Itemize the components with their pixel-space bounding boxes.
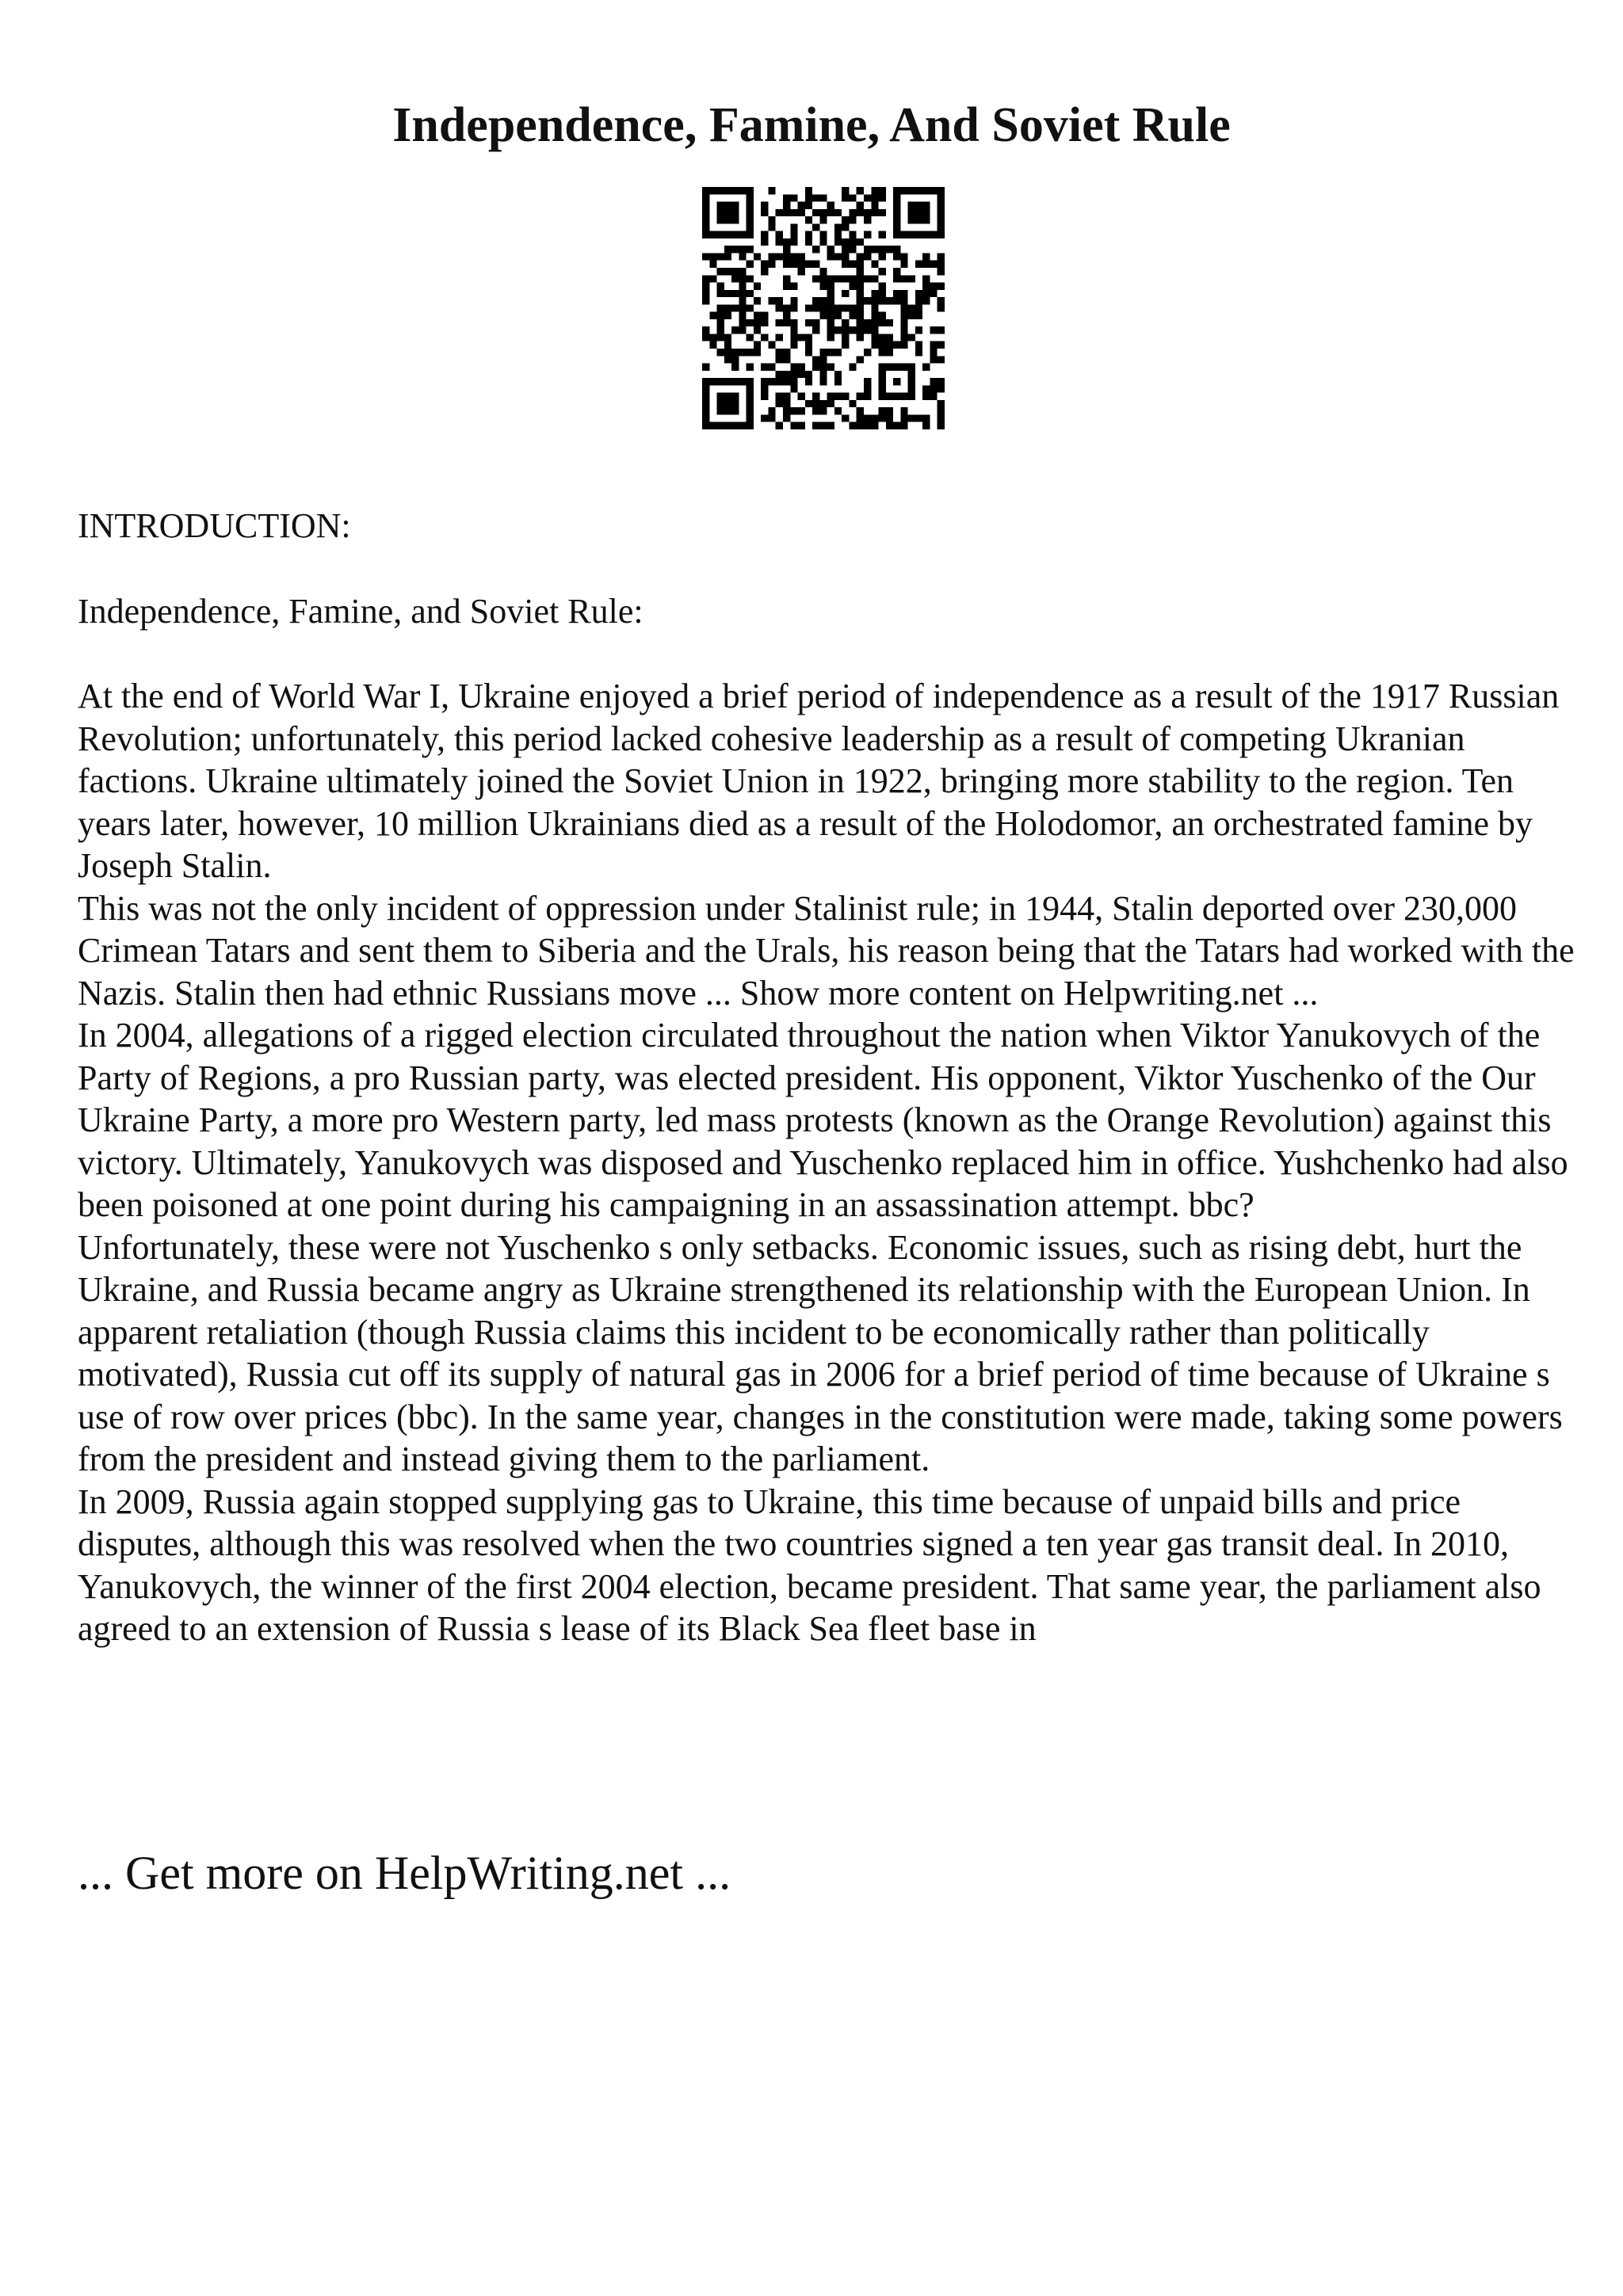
paragraph-2: This was not the only incident of oppression under Stalinist rule; in 1944, Stalin deported over 230,000 Crimean Tatars and sent them to Siberia and the Urals, his reason being that the Tatars had worked with the Nazis. Stalin then had ethnic Russians move ... Show more content on Helpwriting.net ... (78, 888, 1575, 1013)
paragraph-4: Unfortunately, these were not Yuschenko s only setbacks. Economic issues, such as rising debt, hurt the Ukraine, and Russia became angry as Ukraine strengthened its relationship with the European Union. In apparent retaliation (though Russia claims this incident to be economically rather than politically motivated), Russia cut off its supply of natural gas in 2006 for a brief period of time because of Ukraine s use of row over prices (bbc). In the same year, changes in the constitution were made, taking some powers from the president and instead giving them to the parliament. (78, 1227, 1563, 1478)
footer-link-text[interactable]: ... Get more on HelpWriting.net ... (78, 1847, 731, 1899)
qr-code-icon[interactable] (702, 187, 945, 429)
paragraph-5: In 2009, Russia again stopped supplying gas to Ukraine, this time because of unpaid bills and price disputes, although this was resolved when the two countries signed a ten year gas transit deal. In 2010, Yanukovych, the winner of the first 2004 election, became president. That same year, the parliament also agreed to an extension of Russia s lease of its Black Sea fleet base in (78, 1482, 1541, 1648)
document-title: Independence, Famine, And Soviet Rule (392, 98, 1231, 152)
article-body (78, 675, 1583, 1650)
paragraph-3: In 2004, allegations of a rigged election circulated throughout the nation when Viktor Yanukovych of the Party of Regions, a pro Russian party, was elected president. His opponent, Viktor Yuschenko of the Our Ukraine Party, a more pro Western party, led mass protests (known as the Orange Revolution) against this victory. Ultimately, Yanukovych was disposed and Yuschenko replaced him in office. Yushchenko had also been poisoned at one point during his campaigning in an assassination attempt. bbc? (78, 1016, 1568, 1224)
section-subtitle: Independence, Famine, and Soviet Rule: (78, 592, 643, 631)
qr-code-graphic (702, 187, 945, 429)
introduction-label: INTRODUCTION: (78, 506, 351, 545)
paragraph-1: At the end of World War I, Ukraine enjoyed a brief period of independence as a result of the 1917 Russian Revolution; unfortunately, this period lacked cohesive leadership as a result of competing Ukranian factions. Ukraine ultimately joined the Soviet Union in 1922, bringing more stability to the region. Ten years later, however, 10 million Ukrainians died as a result of the Holodomor, an orchestrated famine by Joseph Stalin. (78, 677, 1560, 885)
